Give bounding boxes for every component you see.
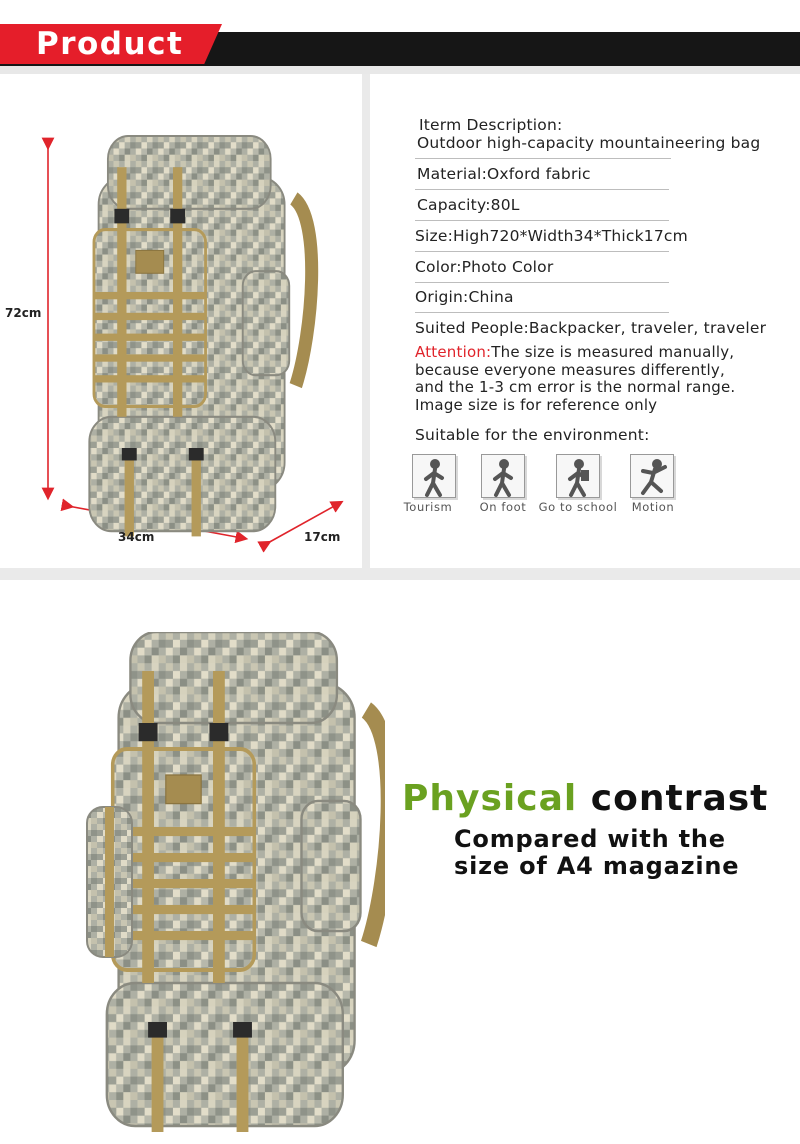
contrast-title-black: contrast <box>590 778 769 819</box>
material-spec: Material:Oxford fabric <box>417 165 591 183</box>
origin-spec: Origin:China <box>415 288 514 306</box>
page-title: Product <box>36 26 184 62</box>
capacity-spec: Capacity:80L <box>417 196 520 214</box>
backpack-image <box>89 136 311 536</box>
divider <box>415 282 669 283</box>
attention-line: and the 1-3 cm error is the normal range. <box>415 378 736 396</box>
runner-icon <box>630 454 674 498</box>
item-description-title: Iterm Description: <box>419 116 563 134</box>
hiker-icon <box>412 454 456 498</box>
env-label-school: Go to school <box>538 500 618 514</box>
attention-note <box>415 344 799 414</box>
divider <box>415 158 671 159</box>
attention-text: The size is measured manually, <box>491 343 735 361</box>
contrast-subtitle <box>454 826 739 880</box>
backpacker-icon <box>556 454 600 498</box>
backpack-large-image <box>85 632 385 1132</box>
backpack-dimensions-image <box>0 74 362 568</box>
walker-icon <box>481 454 525 498</box>
contrast-subtitle-line: size of A4 magazine <box>454 852 740 880</box>
divider <box>415 312 669 313</box>
width-label: 34cm <box>118 530 155 544</box>
attention-line: because everyone measures differently, <box>415 360 725 379</box>
attention-line: Image size is for reference only <box>415 395 658 414</box>
product-dimensions-panel <box>0 74 362 568</box>
divider <box>415 251 669 252</box>
env-label-on-foot: On foot <box>479 500 527 514</box>
attention-label: Attention: <box>415 343 492 361</box>
height-label: 72cm <box>5 306 42 320</box>
item-description-value: Outdoor high-capacity mountaineering bag <box>417 134 761 152</box>
contrast-subtitle-line: Compared with the <box>454 825 726 853</box>
thickness-label: 17cm <box>304 530 341 544</box>
environment-heading: Suitable for the environment: <box>415 426 650 444</box>
suited-people-spec: Suited People:Backpacker, traveler, traveler <box>415 319 767 337</box>
env-label-motion: Motion <box>631 500 675 514</box>
header-divider <box>0 66 800 74</box>
divider <box>415 220 669 221</box>
size-spec: Size:High720*Width34*Thick17cm <box>415 227 688 245</box>
contrast-title <box>402 778 768 819</box>
divider <box>415 189 669 190</box>
env-label-tourism: Tourism <box>403 500 453 514</box>
contrast-title-green: Physical <box>402 778 578 819</box>
color-spec: Color:Photo Color <box>415 258 554 276</box>
